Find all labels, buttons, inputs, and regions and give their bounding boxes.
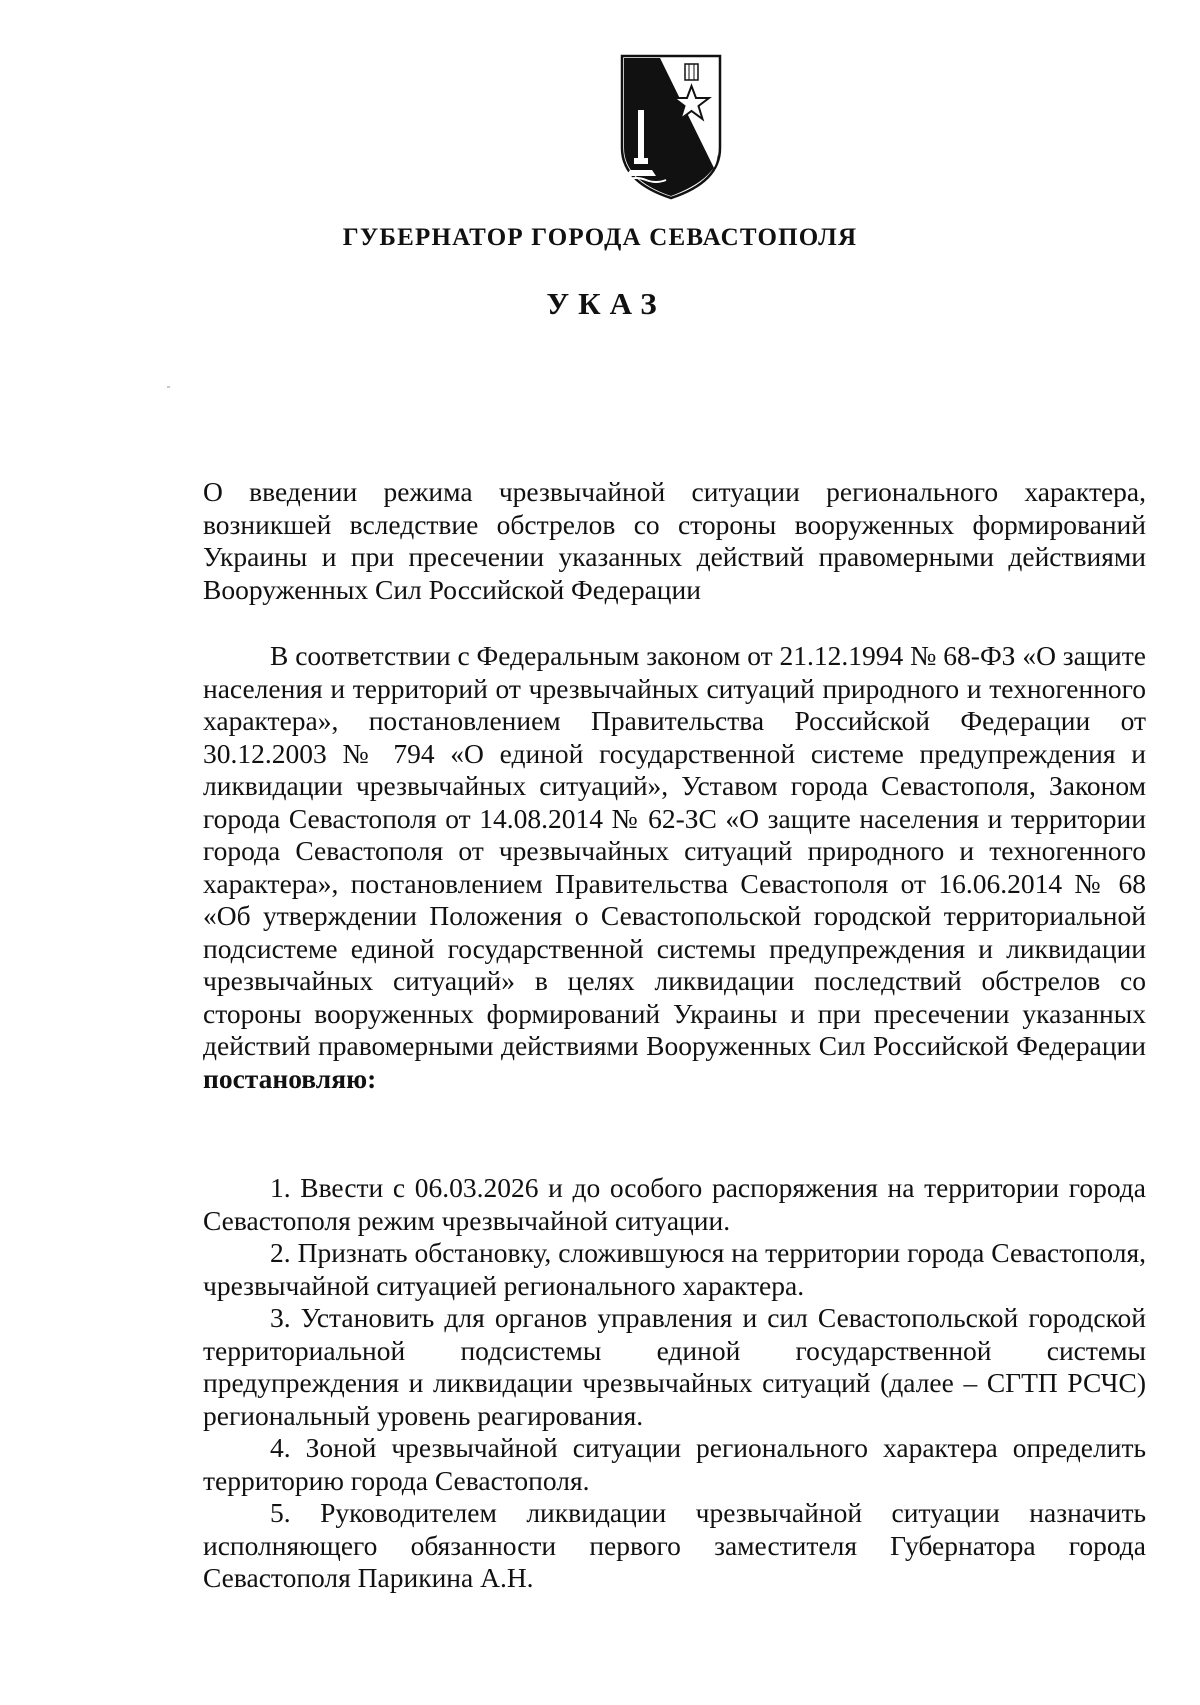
decree-point-3: 3. Установить для органов управления и сил Севастопольской городской территориальной подсистемы единой государственной системы предупреждения и ликвидации чрезвычайных ситуаций (далее – СГТП РСЧС) региональный уровень реагирования. xyxy=(203,1302,1146,1431)
document-type-heading: УКАЗ xyxy=(546,286,666,321)
decree-points xyxy=(203,1172,1146,1595)
decree-point-2: 2. Признать обстановку, сложившуюся на территории города Севастополя, чрезвычайной ситуацией регионального характера. xyxy=(203,1237,1146,1301)
decree-word: постановляю: xyxy=(203,1062,377,1094)
preamble-paragraph xyxy=(203,640,1146,1095)
decree-point-5: 5. Руководителем ликвидации чрезвычайной ситуации назначить исполняющего обязанности первого заместителя Губернатора города Севастополя Парикина А.Н. xyxy=(203,1497,1146,1593)
sevastopol-coat-of-arms-icon xyxy=(616,52,726,200)
scan-dot xyxy=(167,386,170,388)
preamble-text: В соответствии с Федеральным законом от 21.12.1994 № 68-ФЗ «О защите населения и территорий от чрезвычайных ситуаций природного и техногенного характера», постановлением Правительства Российской Федерации от 30.12.2003 № 794 «О единой государственной системе предупреждения и ликвидации чрезвычайных ситуаций», Уставом города Севастополя, Законом города Севастополя от 14.08.2014 № 62-ЗС «О защите населения и территории города Севастополя от чрезвычайных ситуаций природного и техногенного характера», постановлением Правительства Севастополя от 16.06.2014 № 68 «Об утверждении Положения о Севастопольской городской территориальной подсистеме единой государственной системы предупреждения и ликвидации чрезвычайных ситуаций» в целях ликвидации последствий обстрелов со стороны вооруженных формирований Украины и при пресечении указанных действий правомерными действиями Вооруженных Сил Российской Федерации xyxy=(203,640,1146,1061)
decree-point-4: 4. Зоной чрезвычайной ситуации регионального характера определить территорию города Севастополя. xyxy=(203,1432,1146,1496)
issuing-authority: ГУБЕРНАТОР ГОРОДА СЕВАСТОПОЛЯ xyxy=(342,224,858,251)
decree-point-1: 1. Ввести с 06.03.2026 и до особого распоряжения на территории города Севастополя режим чрезвычайной ситуации. xyxy=(203,1172,1146,1236)
decree-title xyxy=(203,476,1146,606)
decree-title-text: О введении режима чрезвычайной ситуации регионального характера, возникшей вследствие обстрелов со стороны вооруженных формирований Украины и при пресечении указанных действий правомерными действиями Вооруженных Сил Российской Федерации xyxy=(203,476,1146,605)
preamble-section xyxy=(203,640,1146,1095)
